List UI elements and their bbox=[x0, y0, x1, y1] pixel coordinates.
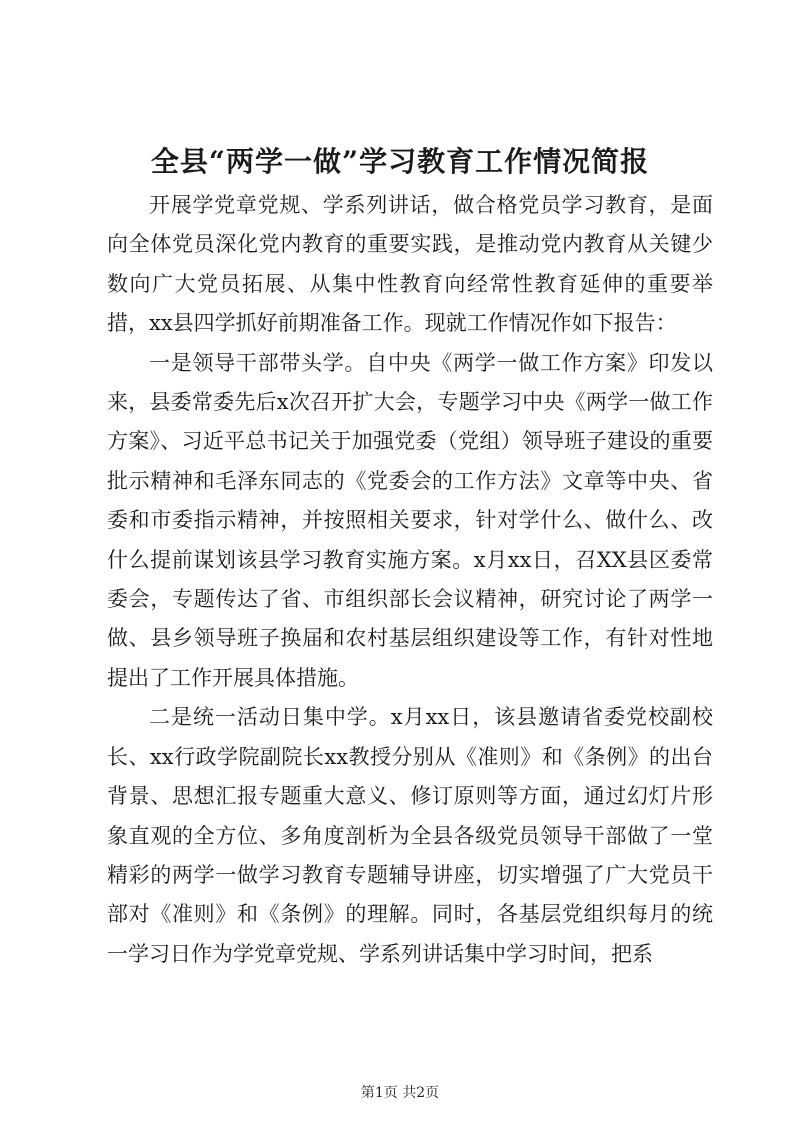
paragraph-intro: 开展学党章党规、学系列讲话，做合格党员学习教育，是面向全体党员深化党内教育的重要实践，是推动党内教育从关键少数向广大党员拓展、从集中性教育向经常性教育延伸的重要举措，xx县四学抓好前期准备工作。现就工作情况作如下报告： bbox=[107, 193, 713, 336]
paragraph-activity-day: 二是统一活动日集中学。x月xx日，该县邀请省委党校副校长、xx行政学院副院长xx教授分别从《准则》和《条例》的出台背景、思想汇报专题重大意义、修订原则等方面，通过幻灯片形象直观的全方位、多角度剖析为全县各级党员领导干部做了一堂精彩的两学一做学习教育专题辅导讲座，切实增强了广大党员干部对《准则》和《条例》的理解。同时，各基层党组织每月的统一学习日作为学党章党规、学系列讲话集中学习时间，把系 bbox=[107, 705, 713, 966]
document-title: 全县“两学一做”学习教育工作情况简报 bbox=[150, 145, 650, 178]
document-body bbox=[107, 186, 713, 974]
paragraph-leaders-study: 一是领导干部带头学。自中央《两学一做工作方案》印发以来，县委常委先后x次召开扩大会，专题学习中央《两学一做工作方案》、习近平总书记关于加强党委（党组）领导班子建设的重要批示精神和毛泽东同志的《党委会的工作方法》文章等中央、省委和市委指示精神，并按照相关要求，针对学什么、做什么、改什么提前谋划该县学习教育实施方案。x月xx日，召XX县区委常委会，专题传达了省、市组织部长会议精神，研究讨论了两学一做、县乡领导班子换届和农村基层组织建设等工作，有针对性地提出了工作开展具体措施。 bbox=[107, 350, 713, 690]
page-number-footer: 第1页 共2页 bbox=[360, 1085, 440, 1101]
